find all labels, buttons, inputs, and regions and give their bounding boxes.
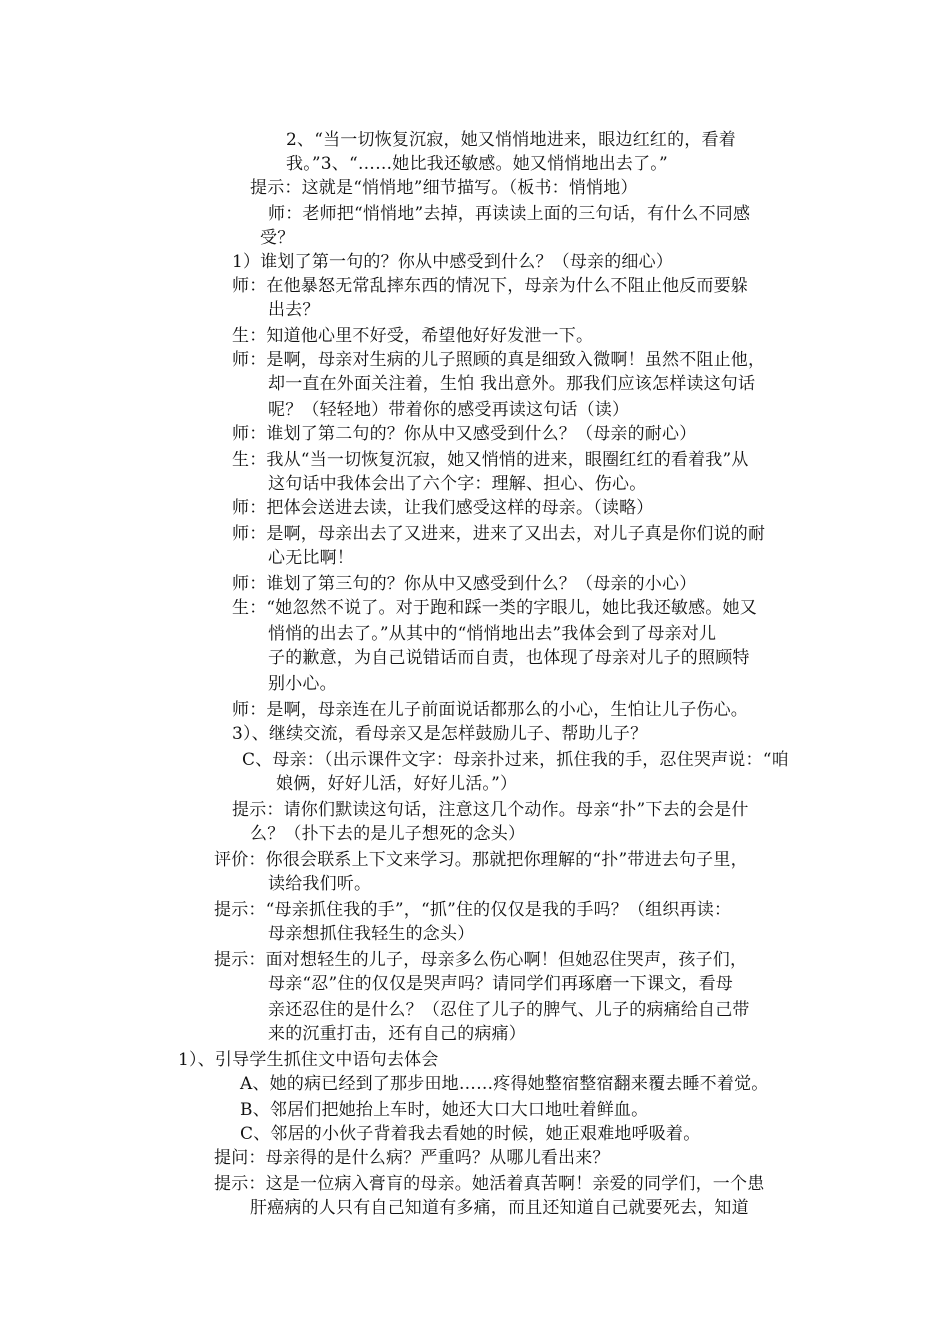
text-line: 悄悄的出去了。”从其中的“悄悄地出去”我体会到了母亲对儿	[268, 624, 717, 644]
text-line: 师：在他暴怒无常乱摔东西的情况下，母亲为什么不阻止他反而要躲	[232, 276, 748, 296]
text-line: 提示：这就是“悄悄地”细节描写。（板书：悄悄地）	[250, 178, 638, 198]
text-line: A、她的病已经到了那步田地……疼得她整宿整宿翻来覆去睡不着觉。	[240, 1074, 769, 1094]
text-line: 心无比啊！	[268, 548, 354, 568]
text-line: 子的歉意，为自己说错话而自责，也体现了母亲对儿子的照顾特	[268, 648, 750, 668]
text-line: 评价：你很会联系上下文来学习。那就把你理解的“扑”带进去句子里，	[214, 850, 748, 870]
text-line: 么？（扑下去的是儿子想死的念头）	[250, 824, 526, 844]
text-line: 3）、继续交流，看母亲又是怎样鼓励儿子、帮助儿子？	[232, 724, 648, 744]
text-line: 母亲“忍”住的仅仅是哭声吗？请同学们再琢磨一下课文，看母	[268, 974, 733, 994]
text-line: 亲还忍住的是什么？（忍住了儿子的脾气、儿子的病痛给自己带	[268, 1000, 750, 1020]
text-line: 出去？	[268, 300, 320, 320]
text-line: 师：谁划了第二句的？你从中又感受到什么？（母亲的耐心）	[232, 424, 697, 444]
text-line: 这句话中我体会出了六个字：理解、担心、伤心。	[268, 474, 647, 494]
text-line: C、母亲：（出示课件文字：母亲扑过来，抓住我的手，忍住哭声说：“咱	[242, 750, 789, 770]
text-line: 生：知道他心里不好受，希望他好好发泄一下。	[232, 326, 594, 346]
text-line: 读给我们听。	[268, 874, 372, 894]
text-line: 呢？（轻轻地）带着你的感受再读这句话（读）	[268, 400, 630, 420]
text-line: 2、“当一切恢复沉寂，她又悄悄地进来，眼边红红的，看着	[286, 130, 736, 150]
text-line: 生：我从“当一切恢复沉寂，她又悄悄的进来，眼圈红红的看着我”从	[232, 450, 749, 470]
text-line: 提示：这是一位病入膏肓的母亲。她活着真苦啊！亲爱的同学们，一个患	[214, 1174, 765, 1194]
text-line: 师：老师把“悄悄地”去掉，再读读上面的三句话，有什么不同感	[268, 204, 751, 224]
text-line: 母亲想抓住我轻生的念头）	[268, 924, 475, 944]
text-line: 师：是啊，母亲对生病的儿子照顾的真是细致入微啊！虽然不阻止他，	[232, 350, 766, 370]
text-line: B、邻居们把她抬上车时，她还大口大口地吐着鲜血。	[240, 1100, 649, 1120]
text-line: 受？	[260, 228, 295, 248]
text-line: 来的沉重打击，还有自己的病痛）	[268, 1024, 526, 1044]
text-line: 提示：“母亲抓住我的手”，“抓”住的仅仅是我的手吗？（组织再读：	[214, 900, 732, 920]
text-line: 娘俩，好好儿活，好好儿活。”）	[276, 774, 518, 794]
text-line: 1）、引导学生抓住文中语句去体会	[178, 1050, 439, 1070]
text-line: 师：把体会送进去读，让我们感受这样的母亲。（读略）	[232, 498, 654, 518]
text-line: 却一直在外面关注着，生怕 我出意外。那我们应该怎样读这句话	[268, 374, 756, 394]
text-line: C、邻居的小伙子背着我去看她的时候，她正艰难地呼吸着。	[240, 1124, 701, 1144]
text-line: 提示：请你们默读这句话，注意这几个动作。母亲“扑”下去的会是什	[232, 800, 749, 820]
text-line: 1）谁划了第一句的？你从中感受到什么？（母亲的细心）	[232, 252, 674, 272]
text-line: 生：“她忽然不说了。对于跑和踩一类的字眼儿，她比我还敏感。她又	[232, 598, 757, 618]
text-line: 提问：母亲得的是什么病？严重吗？从哪儿看出来？	[214, 1148, 610, 1168]
text-line: 我。”3、“……她比我还敏感。她又悄悄地出去了。”	[286, 154, 668, 174]
text-line: 师：是啊，母亲出去了又进来，进来了又出去，对儿子真是你们说的耐	[232, 524, 766, 544]
text-line: 肝癌病的人只有自己知道有多痛，而且还知道自己就要死去，知道	[250, 1198, 749, 1218]
text-line: 提示：面对想轻生的儿子，母亲多么伤心啊！但她忍住哭声，孩子们，	[214, 950, 748, 970]
text-line: 师：谁划了第三句的？你从中又感受到什么？（母亲的小心）	[232, 574, 697, 594]
text-line: 师：是啊，母亲连在儿子前面说话都那么的小心，生怕让儿子伤心。	[232, 700, 748, 720]
text-line: 别小心。	[268, 674, 337, 694]
